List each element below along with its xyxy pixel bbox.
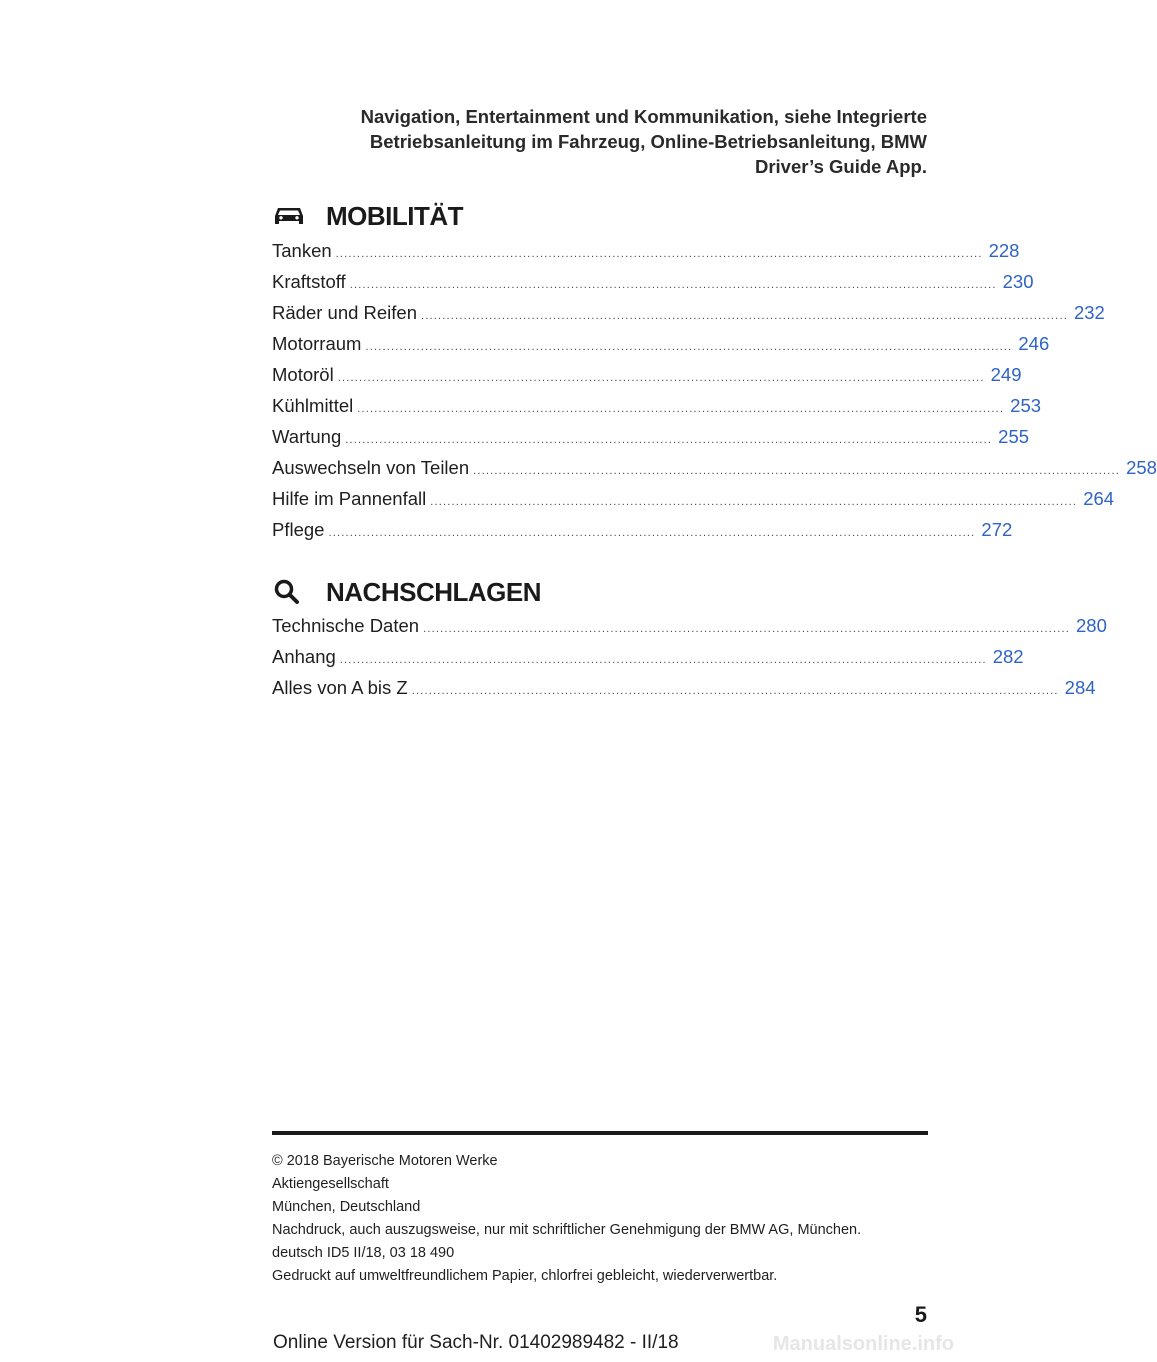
toc-entry-label: Pflege: [272, 519, 325, 540]
leader-dots: ........................................................................................................................................................: [365, 341, 1013, 353]
section-title: NACHSCHLAGEN: [326, 576, 541, 607]
toc-entry[interactable]: [272, 457, 1157, 488]
page-number: 5: [914, 1302, 927, 1327]
imprint: [272, 1150, 928, 1288]
toc-entry-label: Räder und Reifen: [272, 302, 418, 323]
toc-page-link[interactable]: 230: [1002, 271, 1034, 292]
toc-entry[interactable]: [272, 271, 1034, 302]
toc-entry-label: Auswechseln von Teilen: [272, 457, 470, 478]
toc-page-link[interactable]: 282: [992, 646, 1024, 667]
leader-dots: ........................................................................................................................................................: [335, 248, 983, 260]
leader-dots: ........................................................................................................................................................: [430, 496, 1078, 508]
imprint-line: deutsch ID5 II/18, 03 18 490: [272, 1245, 455, 1261]
section-title: MOBILITÄT: [326, 200, 464, 231]
leader-dots: ........................................................................................................................................................: [357, 403, 1005, 415]
intro-line-2: Betriebsanleitung im Fahrzeug, Online-Betriebsanleitung, BMW: [369, 131, 927, 152]
imprint-line: Nachdruck, auch auszugsweise, nur mit schriftlicher Genehmigung der BMW AG, München.: [272, 1222, 862, 1238]
toc-entry[interactable]: [272, 677, 1096, 708]
toc-entry[interactable]: [272, 240, 1020, 271]
toc-entry-label: Wartung: [272, 426, 342, 447]
imprint-line: Gedruckt auf umweltfreundlichem Papier, chlorfrei gebleicht, wiederverwertbar.: [272, 1268, 778, 1284]
toc-list-nachschlagen: [272, 615, 1107, 708]
toc-entry[interactable]: [272, 333, 1050, 364]
toc-page-link[interactable]: 272: [981, 519, 1013, 540]
toc-entry[interactable]: [272, 488, 1115, 519]
leader-dots: ........................................................................................................................................................: [421, 310, 1068, 322]
leader-dots: ........................................................................................................................................................: [411, 685, 1059, 697]
leader-dots: ........................................................................................................................................................: [473, 465, 1121, 477]
toc-entry-label: Motorraum: [272, 333, 362, 354]
toc-page-link[interactable]: 228: [988, 240, 1020, 261]
toc-entry[interactable]: [272, 364, 1022, 395]
imprint-line: © 2018 Bayerische Motoren Werke: [272, 1153, 498, 1169]
search-icon: [272, 576, 312, 608]
toc-page-link[interactable]: 253: [1010, 395, 1042, 416]
toc-entry-label: Hilfe im Pannenfall: [272, 488, 427, 509]
toc-entry-label: Anhang: [272, 646, 336, 667]
toc-page-link[interactable]: 284: [1064, 677, 1096, 698]
leader-dots: ........................................................................................................................................................: [337, 372, 985, 384]
car-icon: [272, 200, 312, 232]
leader-dots: ........................................................................................................................................................: [339, 654, 987, 666]
section-heading-mobilitaet: [272, 200, 463, 232]
toc-entry-label: Motoröl: [272, 364, 334, 385]
toc-entry-label: Kraftstoff: [272, 271, 346, 292]
toc-entry[interactable]: [272, 615, 1107, 646]
toc-page-link[interactable]: 249: [990, 364, 1022, 385]
toc-entry[interactable]: [272, 519, 1013, 550]
toc-entry-label: Kühlmittel: [272, 395, 354, 416]
leader-dots: ........................................................................................................................................................: [345, 434, 993, 446]
intro-line-3: Driver’s Guide App.: [754, 156, 927, 177]
toc-entry[interactable]: [272, 426, 1030, 457]
toc-page-link[interactable]: 258: [1126, 457, 1157, 478]
toc-entry-label: Technische Daten: [272, 615, 420, 636]
toc-page-link[interactable]: 264: [1083, 488, 1115, 509]
leader-dots: ........................................................................................................................................................: [328, 527, 976, 539]
toc-list-mobilitaet: [272, 240, 1157, 550]
imprint-line: München, Deutschland: [272, 1199, 421, 1215]
intro-note: [247, 104, 927, 179]
toc-entry[interactable]: [272, 302, 1105, 333]
toc-entry-label: Alles von A bis Z: [272, 677, 408, 698]
toc-page-link[interactable]: 246: [1018, 333, 1050, 354]
toc-entry[interactable]: [272, 646, 1024, 677]
section-heading-nachschlagen: [272, 576, 541, 608]
footer-version: Online Version für Sach-Nr. 01402989482 - II/18: [273, 1332, 679, 1353]
toc-page-link[interactable]: 280: [1076, 615, 1107, 636]
toc-entry[interactable]: [272, 395, 1042, 426]
leader-dots: ........................................................................................................................................................: [349, 279, 997, 291]
watermark: Manualsonline.info: [772, 1333, 954, 1355]
divider-rule: [272, 1131, 928, 1135]
imprint-line: Aktiengesellschaft: [272, 1176, 389, 1192]
toc-page-link[interactable]: 255: [998, 426, 1030, 447]
intro-line-1: Navigation, Entertainment und Kommunikation, siehe Integrierte: [360, 106, 927, 127]
toc-page-link[interactable]: 232: [1073, 302, 1105, 323]
leader-dots: ........................................................................................................................................................: [423, 623, 1070, 635]
toc-entry-label: Tanken: [272, 240, 332, 261]
